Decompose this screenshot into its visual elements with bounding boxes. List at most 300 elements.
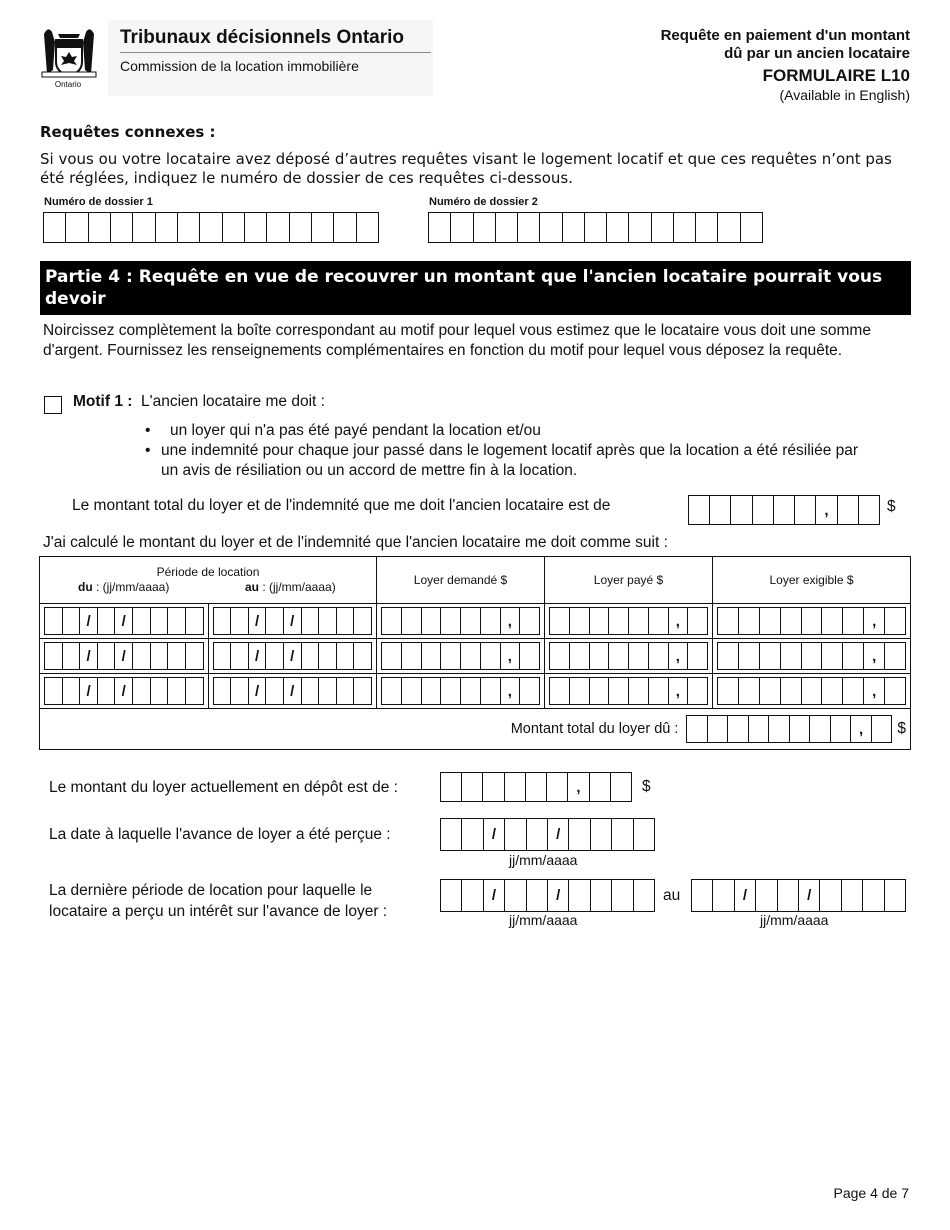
input-cell — [590, 773, 611, 801]
table-row — [40, 639, 911, 674]
input-cell — [337, 678, 355, 704]
input-cell — [214, 608, 232, 634]
from-format: : (jj/mm/aaaa) — [92, 580, 170, 594]
table-row — [40, 674, 911, 709]
input-cell — [168, 678, 186, 704]
input-cell — [357, 213, 378, 242]
input-cell — [266, 608, 284, 634]
decimal-comma: , — [816, 496, 837, 524]
input-cell — [591, 819, 612, 850]
bullet-text-2: une indemnité pour chaque jour passé dans le logement locatif après que la location a été résiliée par un avis de résiliation ou un accord de mettre fin à la location. — [160, 442, 859, 479]
input-cell — [687, 716, 708, 742]
input-cell — [885, 678, 905, 704]
input-cell — [245, 213, 267, 242]
paid-cell — [545, 639, 713, 674]
input-cell — [820, 880, 841, 911]
to-word: au — [663, 887, 681, 904]
input-cell — [570, 678, 590, 704]
input-cell — [802, 608, 823, 634]
form-title — [570, 27, 910, 63]
input-cell — [612, 880, 633, 911]
input-cell — [609, 678, 629, 704]
separator-cell: , — [669, 678, 689, 704]
input-cell — [441, 819, 462, 850]
to-date-cell — [208, 604, 377, 639]
period-header — [40, 557, 377, 604]
separator-cell: / — [115, 678, 133, 704]
separator-cell: , — [851, 716, 872, 742]
input-cell — [168, 608, 186, 634]
input-cell — [461, 608, 481, 634]
input-cell — [885, 643, 905, 669]
owing-header: Loyer exigible $ — [713, 557, 911, 604]
deposit-date-label: La date à laquelle l'avance de loyer a été perçue : — [49, 826, 391, 843]
input-cell — [885, 608, 905, 634]
input-cell — [451, 213, 473, 242]
input-cell — [739, 643, 760, 669]
rent-owing-input[interactable] — [717, 677, 906, 705]
to-date-input[interactable] — [213, 642, 373, 670]
last-period-line-1: La dernière période de location pour laquelle le — [49, 882, 373, 899]
input-cell — [652, 213, 674, 242]
input-cell — [214, 678, 232, 704]
separator-cell: / — [80, 608, 98, 634]
input-cell — [231, 678, 249, 704]
input-cell — [781, 678, 802, 704]
input-cell — [44, 213, 66, 242]
period-title: Période de location — [156, 565, 260, 579]
input-cell — [337, 643, 355, 669]
input-cell — [266, 643, 284, 669]
input-cell — [461, 643, 481, 669]
input-cell — [354, 608, 371, 634]
input-cell — [570, 643, 590, 669]
requested-cell — [377, 639, 545, 674]
rent-requested-input[interactable] — [381, 677, 540, 705]
list-item — [145, 441, 875, 481]
bullet-icon: • — [145, 442, 151, 459]
total-owed-input[interactable] — [688, 495, 880, 525]
input-cell — [753, 496, 774, 524]
input-cell — [607, 213, 629, 242]
input-cell — [741, 213, 762, 242]
input-cell — [462, 773, 483, 801]
input-cell — [778, 880, 799, 911]
separator-cell: / — [484, 819, 505, 850]
date-format-hint: jj/mm/aaaa — [509, 852, 578, 868]
input-cell — [802, 678, 823, 704]
separator-cell: / — [284, 608, 302, 634]
crest-caption: Ontario — [54, 80, 82, 89]
input-cell — [520, 678, 539, 704]
input-cell — [550, 643, 570, 669]
input-cell — [422, 608, 442, 634]
input-cell — [382, 643, 402, 669]
input-cell — [760, 608, 781, 634]
input-cell — [760, 643, 781, 669]
input-cell — [838, 496, 859, 524]
input-cell — [728, 716, 749, 742]
input-cell — [822, 643, 843, 669]
motif-1-bullets — [145, 421, 875, 481]
input-cell — [402, 608, 422, 634]
input-cell — [885, 880, 905, 911]
part-4-title: Partie 4 : Requête en vue de recouvrer un montant que l'ancien locataire pourrait vous devoir — [40, 261, 911, 315]
to-date-input[interactable] — [213, 607, 373, 635]
deposit-date-input[interactable] — [440, 818, 655, 851]
total-rent-label: Montant total du loyer dû : — [510, 721, 679, 737]
input-cell — [481, 678, 501, 704]
input-cell — [266, 678, 284, 704]
motif-1-text: L'ancien locataire me doit : — [141, 393, 325, 410]
owing-cell — [713, 674, 911, 709]
input-cell — [863, 880, 884, 911]
input-cell — [718, 678, 739, 704]
table-header-row — [40, 557, 911, 604]
to-date-cell — [208, 674, 377, 709]
input-cell — [178, 213, 200, 242]
bullet-icon: • — [145, 422, 151, 439]
input-cell — [337, 608, 355, 634]
list-item — [145, 421, 875, 441]
input-cell — [822, 608, 843, 634]
input-cell — [133, 643, 151, 669]
input-cell — [520, 608, 539, 634]
input-cell — [151, 643, 169, 669]
rent-requested-input[interactable] — [381, 642, 540, 670]
total-row — [40, 709, 911, 750]
file-number-2-input[interactable] — [428, 212, 763, 243]
rent-paid-input[interactable] — [549, 677, 708, 705]
input-cell — [708, 716, 729, 742]
input-cell — [590, 608, 610, 634]
input-cell — [570, 608, 590, 634]
input-cell — [63, 643, 81, 669]
input-cell — [822, 678, 843, 704]
input-cell — [609, 608, 629, 634]
input-cell — [111, 213, 133, 242]
form-title-line-2: dû par un ancien locataire — [724, 45, 910, 62]
input-cell — [462, 819, 483, 850]
input-cell — [585, 213, 607, 242]
to-bold: au — [245, 580, 260, 594]
to-format: : (jj/mm/aaaa) — [259, 580, 336, 594]
input-cell — [98, 643, 116, 669]
input-cell — [649, 678, 669, 704]
input-cell — [749, 716, 770, 742]
input-cell — [441, 608, 461, 634]
org-divider — [120, 52, 431, 53]
input-cell — [739, 608, 760, 634]
table-row — [40, 604, 911, 639]
separator-cell: / — [484, 880, 505, 911]
input-cell — [739, 678, 760, 704]
org-name: Tribunaux décisionnels Ontario — [120, 27, 404, 48]
dollar-sign: $ — [887, 498, 896, 515]
from-date-input[interactable] — [44, 607, 204, 635]
input-cell — [760, 678, 781, 704]
input-cell — [692, 880, 713, 911]
input-cell — [859, 496, 879, 524]
rent-owing-input[interactable] — [717, 607, 906, 635]
input-cell — [334, 213, 356, 242]
input-cell — [402, 643, 422, 669]
input-cell — [550, 608, 570, 634]
input-cell — [402, 678, 422, 704]
input-cell — [441, 678, 461, 704]
input-cell — [710, 496, 731, 524]
input-cell — [612, 819, 633, 850]
input-cell — [590, 643, 610, 669]
separator-cell: , — [568, 773, 589, 801]
input-cell — [133, 213, 155, 242]
separator-cell: / — [249, 608, 267, 634]
input-cell — [520, 643, 539, 669]
input-cell — [696, 213, 718, 242]
input-cell — [151, 608, 169, 634]
page-number: Page 4 de 7 — [833, 1185, 909, 1201]
input-cell — [505, 880, 526, 911]
to-date-input[interactable] — [213, 677, 373, 705]
input-cell — [527, 819, 548, 850]
input-cell — [756, 880, 777, 911]
input-cell — [319, 678, 337, 704]
file-number-1-input[interactable] — [43, 212, 379, 243]
bullet-text-1: un loyer qui n'a pas été payé pendant la location et/ou — [170, 422, 541, 439]
rent-paid-input[interactable] — [549, 642, 708, 670]
date-format-hint: jj/mm/aaaa — [509, 912, 578, 928]
input-cell — [590, 678, 610, 704]
input-cell — [634, 880, 654, 911]
input-cell — [505, 773, 526, 801]
language-note: (Available in English) — [779, 87, 910, 103]
input-cell — [843, 643, 864, 669]
to-date-cell — [208, 639, 377, 674]
input-cell — [214, 643, 232, 669]
related-instructions: Si vous ou votre locataire avez déposé d’autres requêtes visant le logement locatif et que ces requêtes n’ont pas été réglées, indiquez le numéro de dossier de ces requêtes ci-dessous. — [40, 150, 892, 187]
input-cell — [302, 643, 320, 669]
last-period-line-2: locataire a perçu un intérêt sur l'avance de loyer : — [49, 903, 388, 920]
input-cell — [526, 773, 547, 801]
requested-cell — [377, 604, 545, 639]
input-cell — [200, 213, 222, 242]
separator-cell: / — [548, 880, 569, 911]
input-cell — [302, 608, 320, 634]
input-cell — [629, 608, 649, 634]
input-cell — [186, 678, 203, 704]
input-cell — [186, 608, 203, 634]
input-cell — [872, 716, 892, 742]
related-heading: Requêtes connexes : — [40, 123, 216, 141]
calculation-intro: J'ai calculé le montant du loyer et de l'indemnité que l'ancien locataire me doit comme suit : — [43, 534, 668, 551]
org-subtitle: Commission de la location immobilière — [120, 58, 359, 74]
input-cell — [790, 716, 811, 742]
file-number-2-label: Numéro de dossier 2 — [429, 196, 538, 208]
paid-cell — [545, 674, 713, 709]
input-cell — [781, 643, 802, 669]
input-cell — [649, 608, 669, 634]
file-number-1-label: Numéro de dossier 1 — [44, 196, 153, 208]
input-cell — [267, 213, 289, 242]
paid-header: Loyer payé $ — [545, 557, 713, 604]
input-cell — [731, 496, 752, 524]
requested-cell — [377, 674, 545, 709]
input-cell — [842, 880, 863, 911]
separator-cell: / — [249, 643, 267, 669]
input-cell — [462, 880, 483, 911]
input-cell — [629, 643, 649, 669]
input-cell — [843, 678, 864, 704]
input-cell — [481, 608, 501, 634]
input-cell — [629, 678, 649, 704]
dollar-sign: $ — [642, 778, 651, 795]
input-cell — [382, 678, 402, 704]
input-cell — [629, 213, 651, 242]
input-cell — [382, 608, 402, 634]
separator-cell: , — [864, 643, 885, 669]
separator-cell: / — [548, 819, 569, 850]
input-cell — [831, 716, 852, 742]
from-date-input[interactable] — [44, 677, 204, 705]
rent-calculation-table — [39, 556, 911, 750]
input-cell — [591, 880, 612, 911]
input-cell — [441, 880, 462, 911]
input-cell — [429, 213, 451, 242]
interest-to-date-input[interactable] — [691, 879, 906, 912]
input-cell — [547, 773, 568, 801]
input-cell — [518, 213, 540, 242]
input-cell — [231, 643, 249, 669]
separator-cell: , — [864, 678, 885, 704]
separator-cell: , — [864, 608, 885, 634]
from-date-cell — [40, 674, 209, 709]
separator-cell: / — [80, 678, 98, 704]
separator-cell: / — [80, 643, 98, 669]
rent-requested-input[interactable] — [381, 607, 540, 635]
separator-cell: , — [669, 608, 689, 634]
total-owed-label: Le montant total du loyer et de l'indemnité que me doit l'ancien locataire est de — [72, 497, 611, 514]
from-date-input[interactable] — [44, 642, 204, 670]
input-cell — [795, 496, 816, 524]
input-cell — [550, 678, 570, 704]
input-cell — [319, 608, 337, 634]
input-cell — [569, 880, 590, 911]
input-cell — [688, 608, 707, 634]
input-cell — [718, 213, 740, 242]
part-4-instructions: Noircissez complètement la boîte correspondant au motif pour lequel vous estimez que le locataire vous doit une somme d'argent. Fournissez les renseignements complémentaires en fonction du motif pour lequel vous déposez la requête. — [43, 322, 871, 359]
interest-from-date-input[interactable] — [440, 879, 655, 912]
form-title-line-1: Requête en paiement d'un montant — [660, 27, 910, 44]
input-cell — [151, 678, 169, 704]
to-header — [245, 580, 336, 594]
input-cell — [843, 608, 864, 634]
rent-paid-input[interactable] — [549, 607, 708, 635]
input-cell — [231, 608, 249, 634]
input-cell — [45, 678, 63, 704]
owing-cell — [713, 604, 911, 639]
input-cell — [496, 213, 518, 242]
input-cell — [688, 678, 707, 704]
requested-header: Loyer demandé $ — [377, 557, 545, 604]
input-cell — [312, 213, 334, 242]
input-cell — [688, 643, 707, 669]
input-cell — [483, 773, 504, 801]
input-cell — [45, 608, 63, 634]
input-cell — [223, 213, 245, 242]
deposit-amount-label: Le montant du loyer actuellement en dépôt est de : — [49, 779, 398, 796]
input-cell — [689, 496, 710, 524]
input-cell — [611, 773, 631, 801]
rent-owing-input[interactable] — [717, 642, 906, 670]
input-cell — [634, 819, 654, 850]
separator-cell: , — [669, 643, 689, 669]
input-cell — [89, 213, 111, 242]
input-cell — [769, 716, 790, 742]
input-cell — [98, 678, 116, 704]
input-cell — [98, 608, 116, 634]
motif-1-checkbox[interactable] — [44, 396, 62, 414]
from-date-cell — [40, 604, 209, 639]
input-cell — [481, 643, 501, 669]
separator-cell: / — [115, 643, 133, 669]
input-cell — [781, 608, 802, 634]
input-cell — [168, 643, 186, 669]
input-cell — [774, 496, 795, 524]
input-cell — [63, 608, 81, 634]
input-cell — [133, 608, 151, 634]
input-cell — [474, 213, 496, 242]
separator-cell: / — [284, 643, 302, 669]
input-cell — [713, 880, 734, 911]
input-cell — [156, 213, 178, 242]
separator-cell: , — [501, 678, 521, 704]
input-cell — [302, 678, 320, 704]
input-cell — [66, 213, 88, 242]
input-cell — [563, 213, 585, 242]
input-cell — [461, 678, 481, 704]
input-cell — [354, 643, 371, 669]
separator-cell: / — [115, 608, 133, 634]
separator-cell: / — [799, 880, 820, 911]
separator-cell: , — [501, 643, 521, 669]
owing-cell — [713, 639, 911, 674]
input-cell — [441, 643, 461, 669]
separator-cell: , — [501, 608, 521, 634]
from-header — [78, 580, 169, 594]
input-cell — [422, 643, 442, 669]
input-cell — [186, 643, 203, 669]
separator-cell: / — [284, 678, 302, 704]
paid-cell — [545, 604, 713, 639]
input-cell — [718, 643, 739, 669]
input-cell — [422, 678, 442, 704]
last-period-label — [49, 880, 387, 922]
total-rent-input[interactable] — [686, 715, 892, 743]
input-cell — [505, 819, 526, 850]
input-cell — [569, 819, 590, 850]
from-bold: du — [78, 580, 93, 594]
input-cell — [674, 213, 696, 242]
separator-cell: / — [249, 678, 267, 704]
form-code: FORMULAIRE L10 — [762, 66, 910, 85]
input-cell — [527, 880, 548, 911]
from-date-cell — [40, 639, 209, 674]
deposit-amount-input[interactable] — [440, 772, 632, 802]
input-cell — [45, 643, 63, 669]
input-cell — [649, 643, 669, 669]
date-format-hint: jj/mm/aaaa — [760, 912, 829, 928]
input-cell — [319, 643, 337, 669]
